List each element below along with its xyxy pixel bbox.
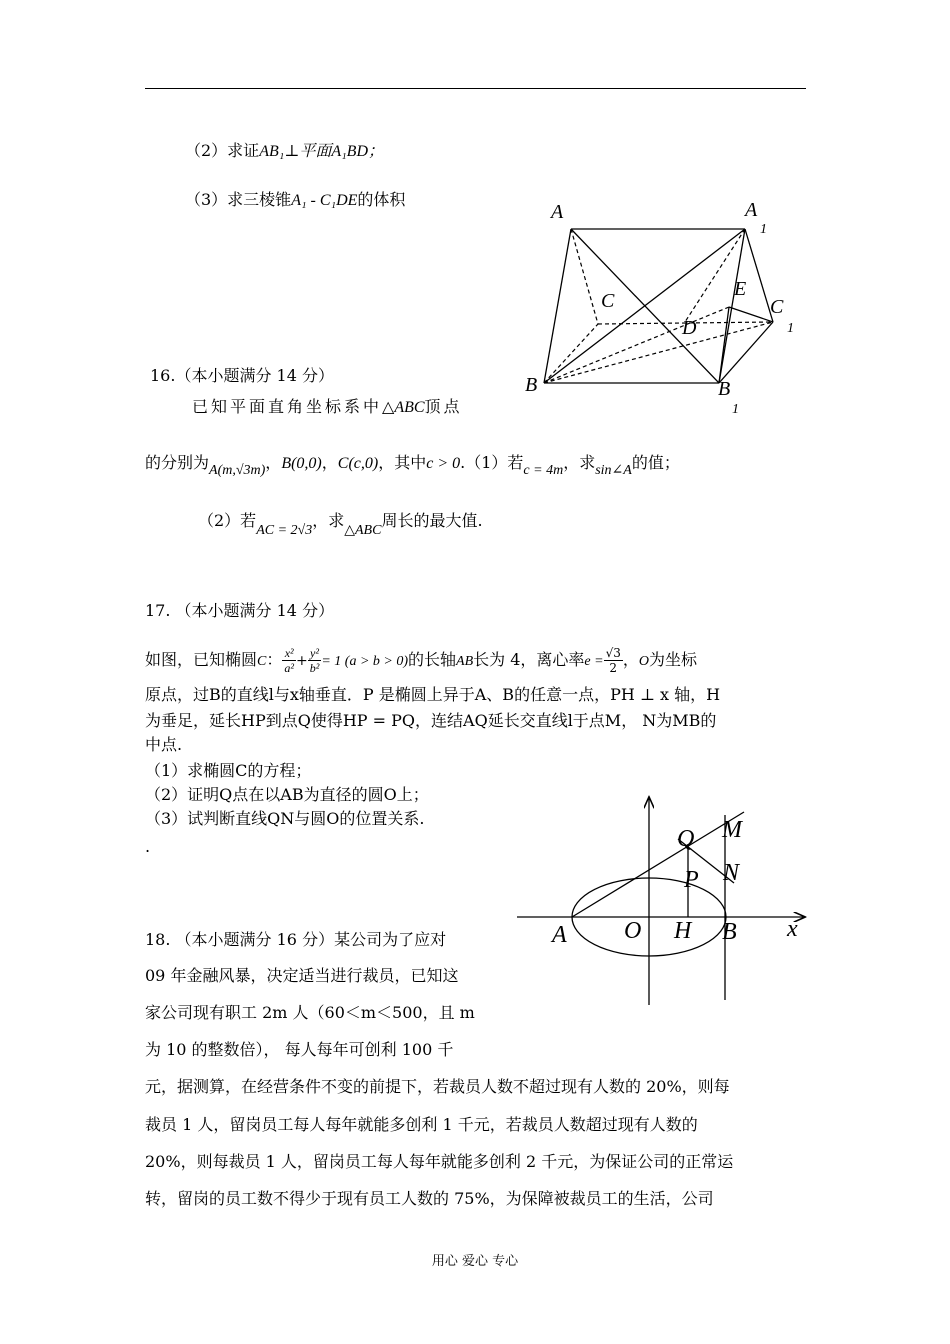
q18-line7: 20%，则每裁员 1 人，留岗员工每人每年就能多创利 2 千元，为保证公司的正常运: [145, 1152, 734, 1171]
label-c1-sub: 1: [787, 321, 794, 336]
hidden-edge-b-c: [544, 324, 598, 383]
ellipse-figure: [512, 790, 812, 1015]
page-footer: 用心 爱心 专心: [431, 1254, 519, 1269]
edge-e-c1: [729, 307, 773, 322]
edge-e-b1: [719, 307, 729, 383]
label-o: O: [624, 918, 642, 944]
edge-a1-b1: [719, 229, 745, 383]
label-b: B: [722, 919, 737, 945]
label-n: N: [723, 860, 740, 886]
hidden-edge-b-c1: [544, 322, 773, 383]
q16-header: 16.（本小题满分 14 分）: [150, 366, 334, 385]
q17-sub2: （2）证明Q点在以AB为直径的圆O上；: [145, 785, 429, 804]
label-a1-sub: 1: [760, 222, 767, 237]
fraction-y2-b2: $\frac{\text{y²}}{\text{b²}}$: [309, 646, 320, 675]
q18-line3: 家公司现有职工 2m 人（60＜m＜500，且 m: [145, 1003, 475, 1022]
label-p: P: [684, 867, 699, 893]
q17-para2: 原点，过B的直线l与x轴垂直．P 是椭圆上异于A、B的任意一点，PH ⊥ x 轴，H: [145, 685, 721, 704]
q15-part3: （3）求三棱锥A₁ - C₁DE的体积: [185, 190, 406, 209]
q18-line5: 元，据测算，在经营条件不变的前提下，若裁员人数不超过现有人数的 20%，则每: [145, 1077, 730, 1096]
label-c1: C: [770, 296, 784, 318]
q17-dot: .: [145, 837, 151, 856]
hidden-edge-a1-d: [685, 229, 745, 322]
q18-line4: 为 10 的整数倍）， 每人每年可创利 100 千: [145, 1040, 454, 1059]
q17-sub1: （1）求椭圆C的方程；: [145, 761, 312, 780]
q15-part2: （2）求证AB₁⊥平面A₁BD；: [185, 141, 385, 160]
q17-header: 17. （本小题满分 14 分）: [145, 601, 335, 620]
label-e: E: [734, 278, 747, 300]
q17-para1: 如图，已知椭圆C： $\frac{\text{x²}}{\text{a²}}$ + $\frac{\text{y²}}{\text{b²}}$ = 1 (a > b > 0)的长轴AB长为 4，离心率e = $\frac{√3}{2}$ ，O为坐标: [145, 646, 698, 675]
q17-sub3: （3）试判断直线QN与圆O的位置关系.: [145, 809, 425, 828]
label-q: Q: [677, 826, 695, 852]
q17-para4: 中点.: [145, 735, 183, 754]
label-a: A: [551, 201, 564, 223]
q18-line1: 18. （本小题满分 16 分）某公司为了应对: [145, 930, 447, 949]
label-h: H: [674, 918, 692, 944]
fraction-sqrt3-2: $\frac{√3}{2}$: [605, 646, 621, 675]
q18-line6: 裁员 1 人，留岗员工每人每年就能多创利 1 千元，若裁员人数超过现有人数的: [145, 1115, 698, 1134]
label-x: x: [787, 916, 798, 942]
header-rule: [145, 88, 806, 89]
q17-para3: 为垂足，延长HP到点Q使得HP = PQ，连结AQ延长交直线l于点M， N为MB的: [145, 711, 717, 730]
q16-line2: 的分别为A(m,√3m)，B(0,0)，C(c,0)，其中c > 0.（1）若c = 4m，求sin∠A的值；: [145, 453, 680, 478]
hidden-edge-b-e: [544, 307, 729, 383]
q18-line2: 09 年金融风暴，决定适当进行裁员，已知这: [145, 966, 459, 985]
label-b1-sub: 1: [732, 402, 739, 417]
q18-line8: 转，留岗的员工数不得少于现有员工人数的 75%，为保障被裁员工的生活，公司: [145, 1189, 714, 1208]
edge-a-b: [544, 229, 571, 383]
prism-figure: [520, 195, 810, 425]
q16-line1: 已知平面直角坐标系中△ABC顶点: [192, 397, 463, 416]
edge-a1-b: [544, 229, 745, 383]
label-m: M: [722, 817, 742, 843]
label-b1: B: [718, 378, 731, 400]
label-a1: A: [745, 199, 758, 221]
fraction-x2-a2: $\frac{\text{x²}}{\text{a²}}$: [284, 646, 294, 675]
label-d: D: [682, 317, 697, 339]
edge-a1-c1: [745, 229, 773, 322]
q16-line3: （2）若AC = 2√3，求△ABC周长的最大值.: [198, 511, 483, 538]
label-c: C: [601, 290, 615, 312]
label-a: A: [552, 922, 567, 948]
line-aq-m: [572, 812, 744, 917]
label-b: B: [525, 374, 538, 396]
